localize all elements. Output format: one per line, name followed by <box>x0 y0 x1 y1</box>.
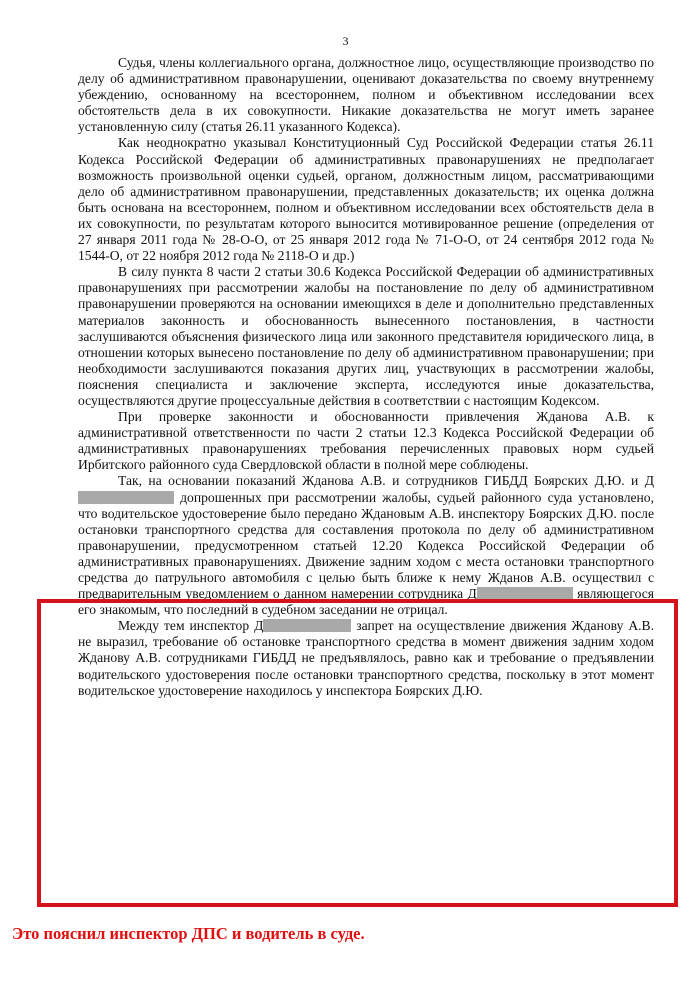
annotation-caption: Это пояснил инспектор ДПС и водитель в суде. <box>12 924 365 943</box>
text-fragment: допрошенных при рассмотрении жалобы, судьей районного суда установлено, что водительское удостоверение было передано Ждановым А.В. инспектору Боярских Д.Ю. после остановки транспортного средства для составления протокола по делу об административном правонарушении, предусмотренном статьей 12.20 Кодекса Российской Федерации об административных правонарушениях. Движение задним ходом с места остановки транспортного средства до патрульного автомобиля с целью быть ближе к нему Жданов А.В. осуществил с предварительным уведомлением о данном намерении сотрудника Д <box>78 489 654 602</box>
redaction-block <box>78 491 174 504</box>
paragraph: Как неоднократно указывал Конституционный Суд Российской Федерации статья 26.11 Кодекса Российской Федерации об административных правонарушениях не предполагает возможность произвольной оценки судьей, органом, должностным лицом, рассматривающими дело об административном правонарушении, представленных доказательств; их оценка должна быть основана на всестороннем, полном и объективном исследовании всех обстоятельств дела в их совокупности, по результатам которого выносится мотивированное решение (определения от 27 января 2011 года № 28-О-О, от 25 января 2012 года № 71-О-О, от 24 сентября 2012 года № 1544-О, от 22 ноября 2012 года № 2118-О и др.) <box>78 135 654 264</box>
text-fragment: запрет на осуществление движения Жданову А.В. не выразил, требование об остановке транспортного средства в момент движения задним ходом Жданову А.В. сотрудниками ГИБДД не предъявлялось, равно как и требование о предъявлении водительского удостоверения после остановки транспортного средства, поскольку в этот момент водительское удостоверение находилось у инспектора Боярских Д.Ю. <box>78 618 655 698</box>
page-number: 3 <box>342 34 349 48</box>
text-fragment: Так, на основании показаний Жданова А.В. и сотрудников ГИБДД Боярских Д.Ю. и Д <box>118 473 654 489</box>
text-fragment: являющегося его знакомым, что последний в судебном заседании не отрицал. <box>78 586 654 618</box>
text-fragment: Между тем инспектор Д <box>118 618 264 634</box>
paragraph: Судья, члены коллегиального органа, должностное лицо, осуществляющие производство по делу об административном правонарушении, оценивают доказательства по своему внутреннему убеждению, основанному на всестороннем, полном и объективном исследовании всех обстоятельств дела в их совокупности. Никакие доказательства не могут иметь заранее установленную силу (статья 26.11 указанного Кодекса). <box>78 55 654 135</box>
paragraph-highlighted <box>78 473 654 618</box>
paragraph: В силу пункта 8 части 2 статьи 30.6 Кодекса Российской Федерации об административных правонарушениях при рассмотрении жалобы на постановление по делу об административном правонарушении проверяются на основании имеющихся в деле и дополнительно представленных материалов законность и обоснованность вынесенного постановления, в частности заслушиваются объяснения физического лица или законного представителя юридического лица, в отношении которых вынесено постановление по делу об административном правонарушении; при необходимости заслушиваются показания других лиц, участвующих в рассмотрении жалобы, пояснения специалиста и заключение эксперта, исследуются иные доказательства, осуществляются другие процессуальные действия в соответствии с настоящим Кодексом. <box>78 264 654 408</box>
highlight-frame <box>37 599 678 907</box>
paragraph: При проверке законности и обоснованности привлечения Жданова А.В. к административной ответственности по части 2 статьи 12.3 Кодекса Российской Федерации об административных правонарушениях требования перечисленных правовых норм судьей Ирбитского районного суда Свердловской области в полной мере соблюдены. <box>78 409 654 473</box>
